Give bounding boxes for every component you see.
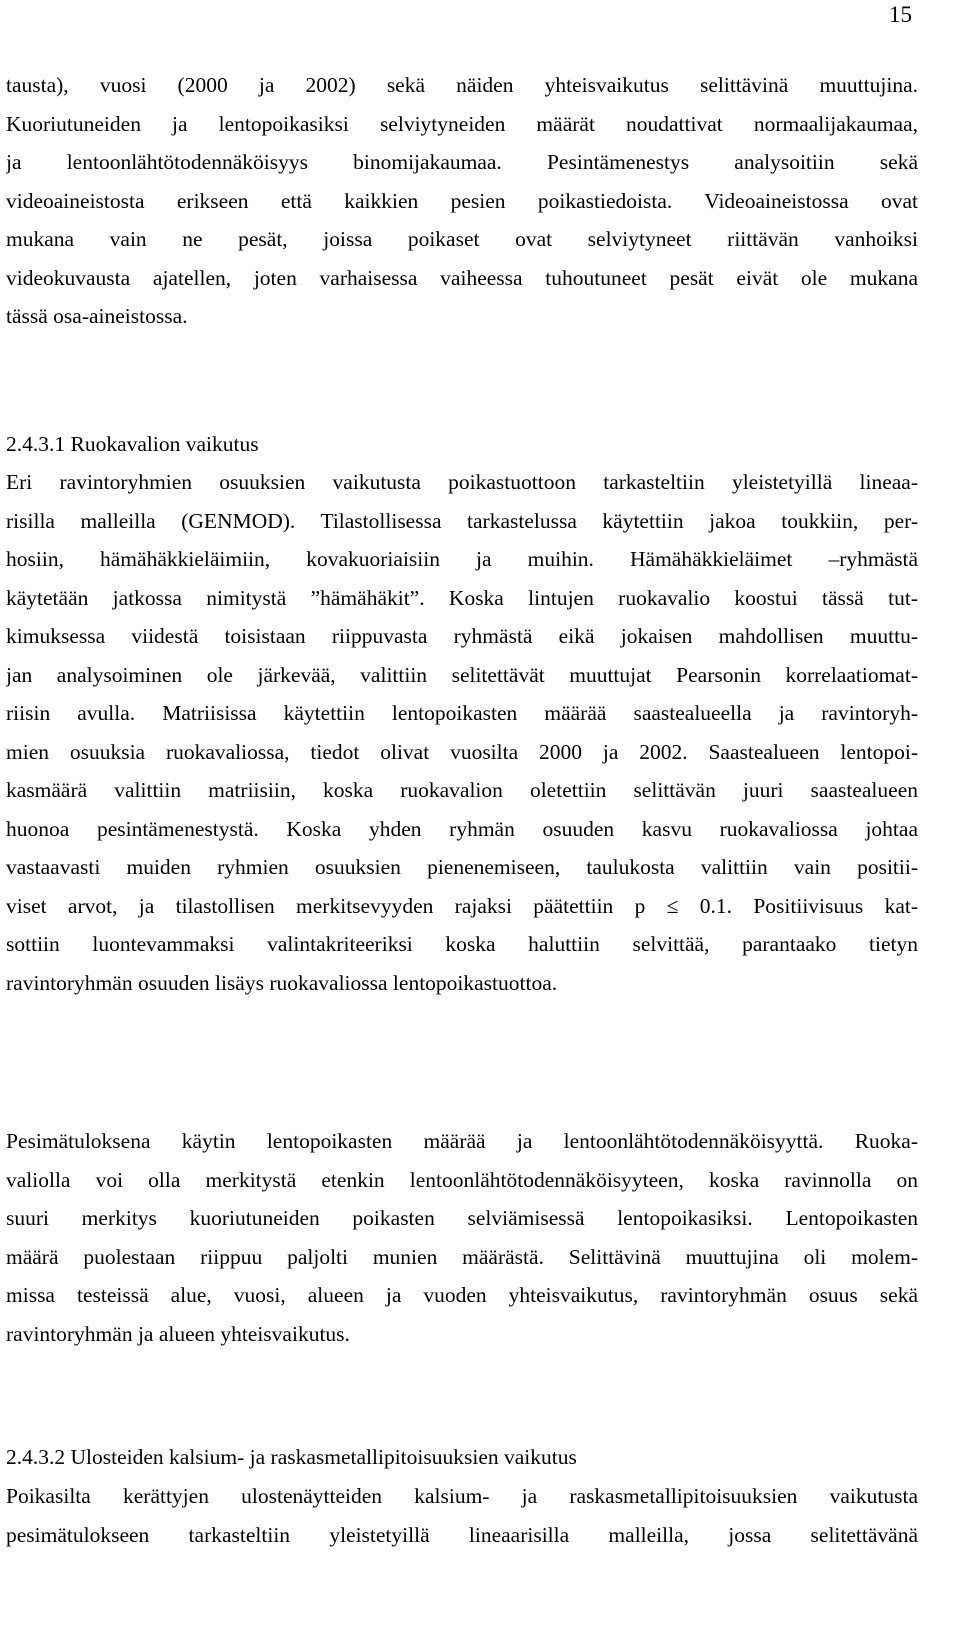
text-line: käytetään jatkossa nimitystä ”hämähäkit”. Koska lintujen ruokavalio koostui tässä tut- bbox=[6, 585, 918, 610]
text-line: pesimätulokseen tarkasteltiin yleistetyillä lineaarisilla malleilla, jossa selitettävänä bbox=[6, 1522, 918, 1547]
text-line: ravintoryhmän ja alueen yhteisvaikutus. bbox=[6, 1321, 350, 1346]
text-line: kimuksessa viidestä toisistaan riippuvasta ryhmästä eikä jokaisen mahdollisen muuttu- bbox=[6, 624, 918, 648]
text-line: ja lentoonlähtötodennäköisyys binomijakaumaa. Pesintämenestys analysoitiin sekä bbox=[6, 150, 918, 174]
text-line: videoaineistosta erikseen että kaikkien pesien poikastiedoista. Videoaineistossa ovat bbox=[6, 188, 918, 213]
text-line: valiolla voi olla merkitystä etenkin lentoonlähtötodennäköisyyteen, koska ravinnolla on bbox=[6, 1167, 918, 1192]
text-line: sottiin luontevammaksi valintakriteeriksi koska haluttiin selvittää, parantaako tietyn bbox=[6, 932, 918, 956]
text-line: ravintoryhmän osuuden lisäys ruokavaliossa lentopoikastuottoa. bbox=[6, 970, 558, 995]
text-line: riisin avulla. Matriisissa käytettiin lentopoikasten määrää saastealueella ja ravintoryh- bbox=[6, 701, 918, 725]
page-number: 15 bbox=[889, 2, 912, 27]
text-line: Pesimätuloksena käytin lentopoikasten määrää ja lentoonlähtötodennäköisyyttä. Ruoka- bbox=[6, 1129, 918, 1153]
paragraph-2 bbox=[6, 463, 918, 1002]
text-line: suuri merkitys kuoriutuneiden poikasten selviämisessä lentopoikasiksi. Lentopoikasten bbox=[6, 1206, 918, 1230]
text-line: vastaavasti muiden ryhmien osuuksien pienenemiseen, taulukosta valittiin vain positii- bbox=[6, 855, 918, 879]
text-line: määrä puolestaan riippuu paljolti munien määrästä. Selittävinä muuttujina oli molem- bbox=[6, 1244, 918, 1269]
text-line: huonoa pesintämenestystä. Koska yhden ryhmän osuuden kasvu ruokavaliossa johtaa bbox=[6, 816, 918, 841]
text-line: tässä osa-aineistossa. bbox=[6, 304, 188, 328]
text-line: Poikasilta kerättyjen ulostenäytteiden kalsium- ja raskasmetallipitoisuuksien vaikutusta bbox=[6, 1484, 918, 1508]
section-heading-text: 2.4.3.2 Ulosteiden kalsium- ja raskasmetallipitoisuuksien vaikutus bbox=[6, 1445, 577, 1469]
text-line: Kuoriutuneiden ja lentopoikasiksi selviytyneiden määrät noudattivat normaalijakaumaa, bbox=[6, 111, 918, 136]
text-line: hosiin, hämähäkkieläimiin, kovakuoriaisiin ja muihin. Hämähäkkieläimet –ryhmästä bbox=[6, 547, 918, 571]
section-heading-text: 2.4.3.1 Ruokavalion vaikutus bbox=[6, 432, 259, 456]
text-line: jan analysoiminen ole järkevää, valittiin selitettävät muuttujat Pearsonin korrelaatiomat- bbox=[6, 662, 918, 687]
text-line: viset arvot, ja tilastollisen merkitsevyyden rajaksi päätettiin p ≤ 0.1. Positiivisuus kat- bbox=[6, 893, 918, 918]
text-line: mien osuuksia ruokavaliossa, tiedot olivat vuosilta 2000 ja 2002. Saastealueen lentopoi- bbox=[6, 739, 918, 764]
text-line: missa testeissä alue, vuosi, alueen ja vuoden yhteisvaikutus, ravintoryhmän osuus sekä bbox=[6, 1283, 918, 1307]
text-line: risilla malleilla (GENMOD). Tilastollisessa tarkastelussa käytettiin jakoa toukkiin, per- bbox=[6, 508, 918, 533]
paragraph-1 bbox=[6, 66, 918, 336]
text-line: mukana vain ne pesät, joissa poikaset ovat selviytyneet riittävän vanhoiksi bbox=[6, 227, 918, 251]
text-line: Eri ravintoryhmien osuuksien vaikutusta poikastuottoon tarkasteltiin yleistetyillä lineaa- bbox=[6, 470, 918, 494]
section-heading-2-4-3-1 bbox=[6, 425, 918, 464]
text-line: videokuvausta ajatellen, joten varhaisessa vaiheessa tuhoutuneet pesät eivät ole mukana bbox=[6, 265, 918, 290]
paragraph-3 bbox=[6, 1122, 918, 1353]
paragraph-4 bbox=[6, 1477, 918, 1554]
text-line: tausta), vuosi (2000 ja 2002) sekä näiden yhteisvaikutus selittävinä muuttujina. bbox=[6, 73, 918, 97]
section-heading-2-4-3-2 bbox=[6, 1438, 918, 1477]
text-line: kasmäärä valittiin matriisiin, koska ruokavalion oletettiin selittävän juuri saastealueen bbox=[6, 778, 918, 802]
